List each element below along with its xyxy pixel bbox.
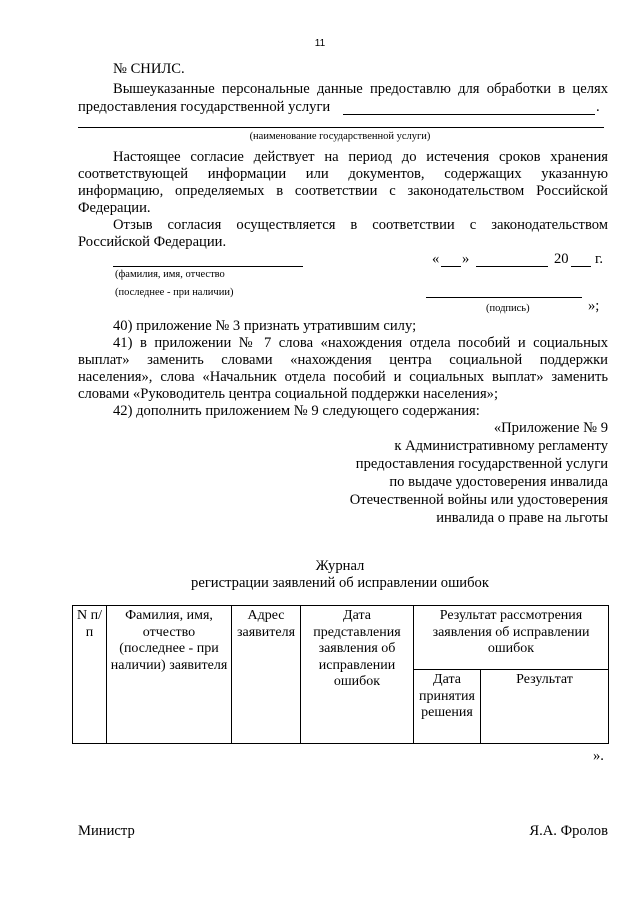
signature-end: »;	[588, 298, 600, 314]
revoke-line-1: Отзыв согласия осуществляется в соответствии с законодательством	[113, 217, 608, 233]
consent-line-2-prefix: предоставления государственной услуги	[78, 99, 331, 115]
page-number: 11	[314, 38, 326, 49]
revoke-line-2: Российской Федерации.	[78, 234, 227, 250]
fio-caption: (фамилия, имя, отчество	[115, 269, 225, 280]
amendment-41-line-3: населения», слова «Начальник отдела пособий и социальных выплат» заменить	[78, 369, 608, 385]
snils-label: № СНИЛС.	[113, 61, 185, 77]
header-date-submitted: Дата представления заявления об исправлении ошибок	[301, 606, 414, 744]
header-fio: Фамилия, имя, отчество (последнее - при наличии) заявителя	[107, 606, 232, 744]
amendment-40: 40) приложение № 3 признать утратившим силу;	[113, 318, 417, 334]
date-open-quote: «	[432, 251, 440, 267]
date-day-line	[441, 266, 461, 267]
date-suffix: г.	[595, 251, 603, 267]
appendix-line-5: Отечественной войны или удостоверения	[349, 492, 608, 508]
validity-line-3: информацию, определяемых в соответствии с законодательством Российской	[78, 183, 608, 199]
date-month-line	[476, 266, 548, 267]
validity-line-2: соответствующей информации или документов, содержащих указанную	[78, 166, 608, 182]
amendment-41-line-4: словами «Руководитель центра социальной поддержки населения»;	[78, 386, 499, 402]
header-result-group: Результат рассмотрения заявления об исправлении ошибок	[414, 606, 609, 670]
header-address: Адрес заявителя	[232, 606, 301, 744]
appendix-line-1: «Приложение № 9	[493, 420, 608, 436]
amendment-41-line-1: 41) в приложении № 7 слова «нахождения отдела пособий и социальных	[113, 335, 608, 351]
appendix-line-4: по выдаче удостоверения инвалида	[389, 474, 608, 490]
appendix-line-6: инвалида о праве на льготы	[436, 510, 608, 526]
journal-title: Журнал	[315, 558, 365, 574]
amendment-41-line-2: выплат» заменить словами «нахождения центра социальной поддержки	[78, 352, 608, 368]
journal-closing: ».	[593, 748, 604, 764]
signature-line	[426, 297, 582, 298]
appendix-line-3: предоставления государственной услуги	[355, 456, 608, 472]
signature-caption: (подпись)	[486, 303, 530, 314]
signer-position: Министр	[78, 823, 135, 839]
consent-line-1: Вышеуказанные персональные данные предоставлю для обработки в целях	[113, 81, 608, 97]
validity-line-4: Федерации.	[78, 200, 151, 216]
date-close-quote: »	[462, 251, 470, 267]
header-num: N п/п	[73, 606, 107, 744]
service-name-continuation-line	[78, 127, 604, 128]
consent-line-2-suffix: .	[596, 99, 600, 115]
date-year-prefix: 20	[554, 251, 569, 267]
fio-signature-line	[113, 266, 303, 267]
header-result: Результат	[481, 670, 609, 744]
appendix-line-2: к Административному регламенту	[394, 438, 608, 454]
service-name-line	[343, 114, 595, 115]
signer-name: Я.А. Фролов	[529, 823, 608, 839]
journal-table	[72, 605, 609, 744]
fio-caption-2: (последнее - при наличии)	[115, 287, 234, 298]
header-decision-date: Дата принятия решения	[414, 670, 481, 744]
amendment-42: 42) дополнить приложением № 9 следующего содержания:	[113, 403, 480, 419]
date-year-line	[571, 266, 591, 267]
journal-subtitle: регистрации заявлений об исправлении ошибок	[191, 575, 489, 591]
service-caption: (наименование государственной услуги)	[249, 131, 431, 142]
validity-line-1: Настоящее согласие действует на период до истечения сроков хранения	[113, 149, 608, 165]
